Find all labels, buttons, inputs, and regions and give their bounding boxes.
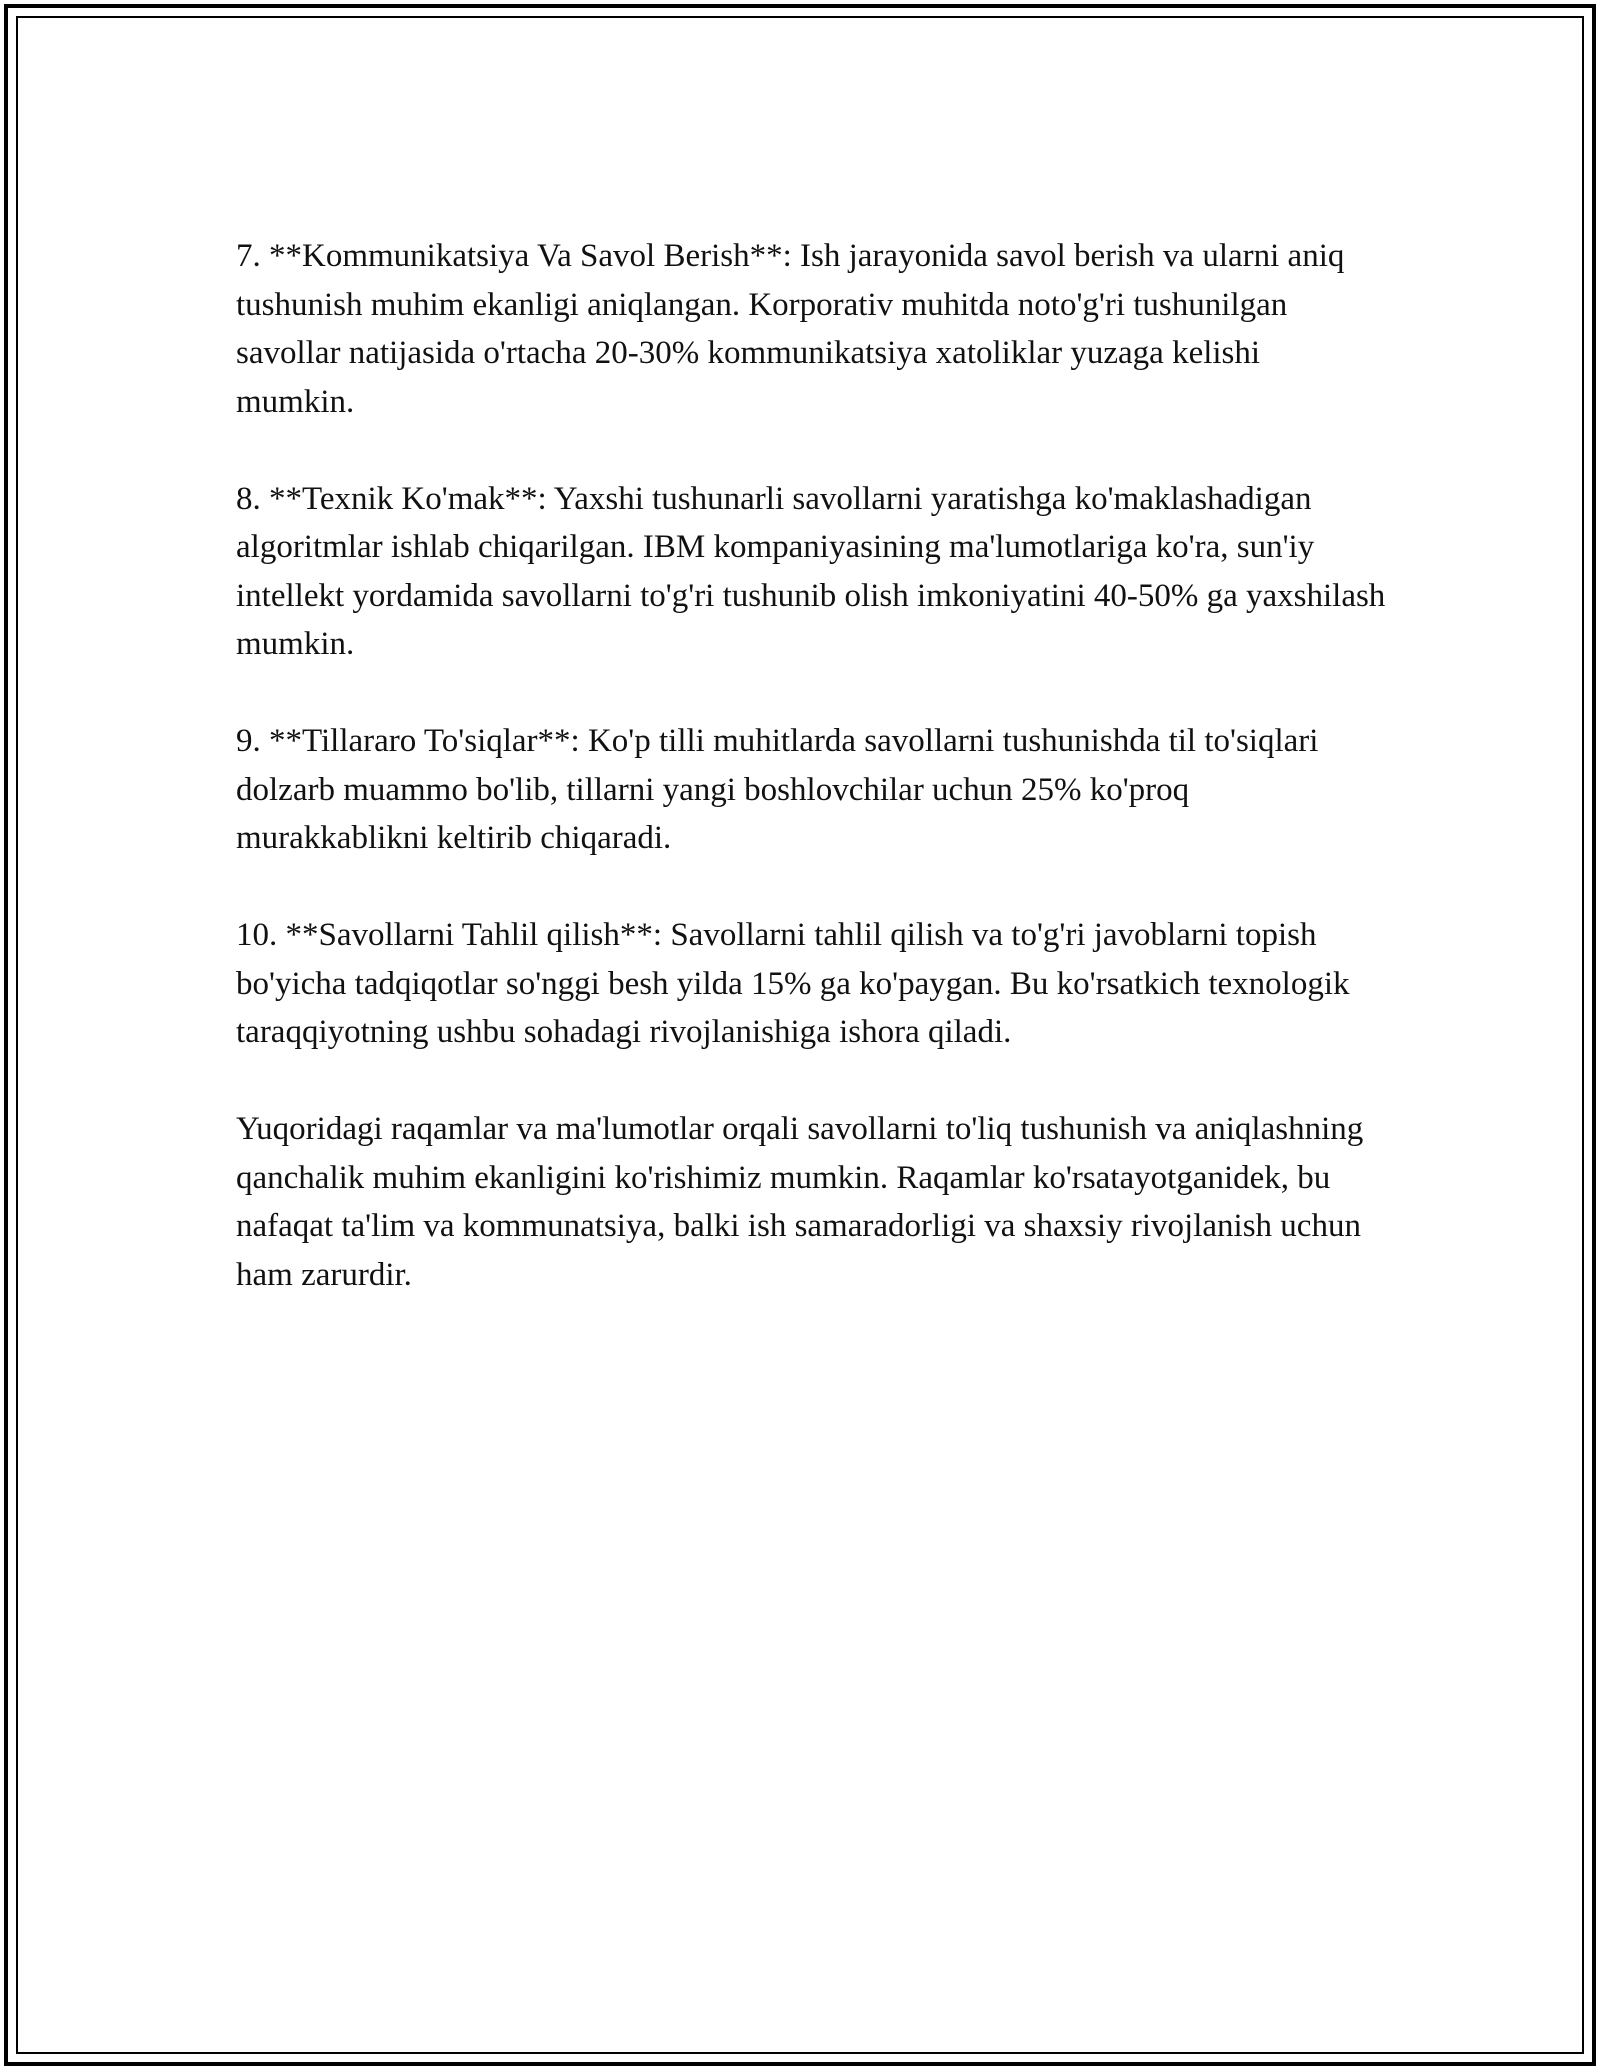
paragraph-item-9: 9. **Tillararo To'siqlar**: Ko'p tilli muhitlarda savollarni tushunishda til to'siqlari dolzarb muammo bo'lib, tillarni yangi boshlovchilar uchun 25% ko'proq murakkablikni keltirib chiqaradi. [236, 723, 1319, 856]
paragraph-item-10: 10. **Savollarni Tahlil qilish**: Savollarni tahlil qilish va to'g'ri javoblarni topish bo'yicha tadqiqotlar so'nggi besh yilda 15% ga ko'paygan. Bu ko'rsatkich texnologik taraqqiyotning ushbu sohadagi rivojlanishiga ishora qiladi. [236, 917, 1350, 1050]
paragraph-conclusion: Yuqoridagi raqamlar va ma'lumotlar orqali savollarni to'liq tushunish va aniqlashning qanchalik muhim ekanligini ko'rishimiz mumkin. Raqamlar ko'rsatayotganidek, bu nafaqat ta'lim va kommunatsiya, balki ish samaradorligi va shaxsiy rivojlanish uchun ham zarurdir. [236, 1111, 1364, 1293]
paragraph-item-7: 7. **Kommunikatsiya Va Savol Berish**: Ish jarayonida savol berish va ularni aniq tushunish muhim ekanligi aniqlangan. Korporativ muhitda noto'g'ri tushunilgan savollar natijasida o'rtacha 20-30% kommunikatsiya xatoliklar yuzaga kelishi mumkin. [236, 238, 1345, 420]
document-body [236, 232, 1386, 1348]
paragraph-item-8: 8. **Texnik Ko'mak**: Yaxshi tushunarli savollarni yaratishga ko'maklashadigan algoritmlar ishlab chiqarilgan. IBM kompaniyasining ma'lumotlariga ko'ra, sun'iy intellekt yordamida savollarni to'g'ri tushunib olish imkoniyatini 40-50% ga yaxshilash mumkin. [236, 480, 1386, 662]
